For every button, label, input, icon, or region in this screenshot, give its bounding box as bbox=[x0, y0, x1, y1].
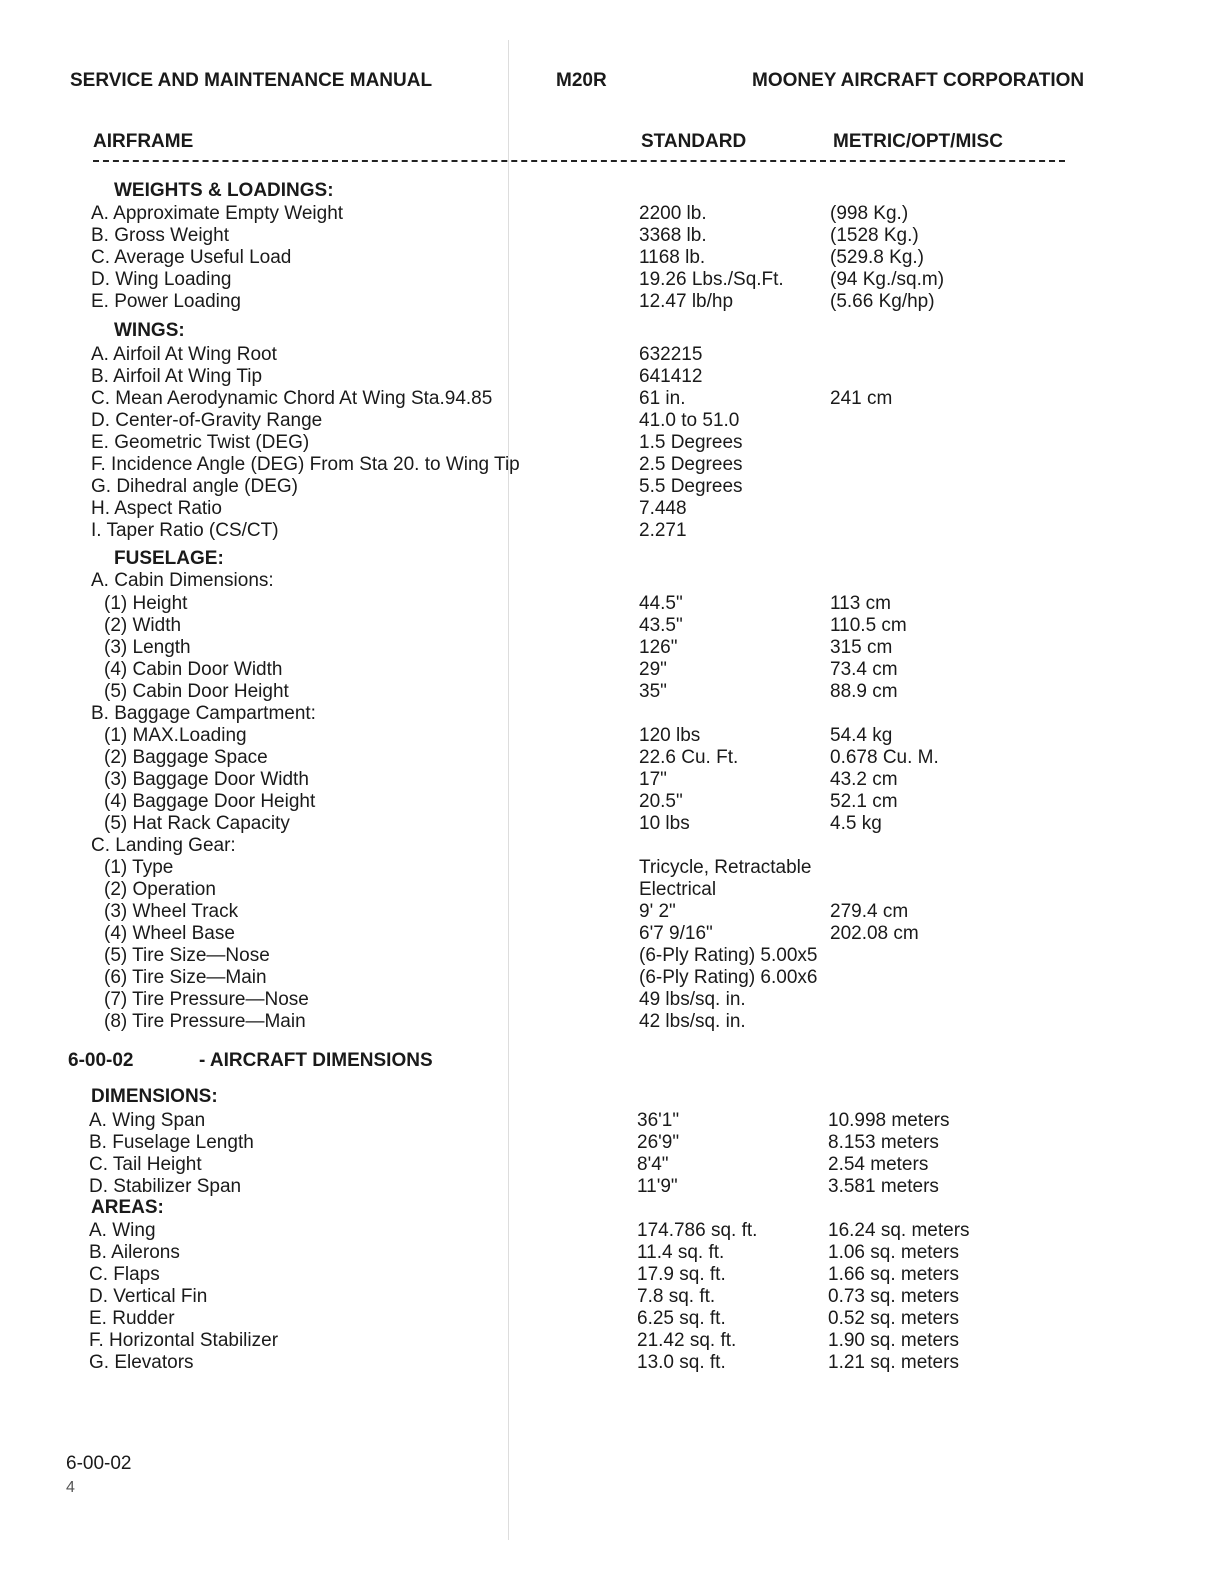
row-label: B. Fuselage Length bbox=[89, 1132, 254, 1153]
row-standard: 11'9" bbox=[637, 1176, 678, 1197]
section-fuselage: FUSELAGE: bbox=[114, 548, 224, 569]
row-standard: 9' 2" bbox=[639, 901, 676, 922]
row-standard: 641412 bbox=[639, 366, 703, 387]
row-label: (2) Baggage Space bbox=[104, 747, 268, 768]
column-standard: STANDARD bbox=[641, 131, 747, 152]
row-standard: 632215 bbox=[639, 344, 703, 365]
row-label: E. Power Loading bbox=[91, 291, 241, 312]
row-standard: 29" bbox=[639, 659, 667, 680]
row-label: (4) Baggage Door Height bbox=[104, 791, 316, 812]
row-standard: 19.26 Lbs./Sq.Ft. bbox=[639, 269, 784, 290]
row-label: A. Approximate Empty Weight bbox=[91, 203, 344, 224]
row-label: (6) Tire Size—Main bbox=[104, 967, 267, 988]
row-standard: 174.786 sq. ft. bbox=[637, 1220, 758, 1241]
row-standard: 7.448 bbox=[639, 498, 687, 519]
row-label: A. Wing bbox=[89, 1220, 156, 1241]
row-label: (1) MAX.Loading bbox=[104, 725, 247, 746]
row-label: D. Center-of-Gravity Range bbox=[91, 410, 323, 431]
row-metric: 43.2 cm bbox=[830, 769, 898, 790]
row-metric: 241 cm bbox=[830, 388, 893, 409]
row-metric: 54.4 kg bbox=[830, 725, 893, 746]
row-metric: 10.998 meters bbox=[828, 1110, 950, 1131]
row-standard: 22.6 Cu. Ft. bbox=[639, 747, 739, 768]
section-weights: WEIGHTS & LOADINGS: bbox=[114, 180, 334, 201]
row-metric: 1.66 sq. meters bbox=[828, 1264, 959, 1285]
row-metric: (94 Kg./sq.m) bbox=[830, 269, 945, 290]
row-metric: 4.5 kg bbox=[830, 813, 882, 834]
row-standard: 61 in. bbox=[639, 388, 686, 409]
row-label: (3) Baggage Door Width bbox=[104, 769, 309, 790]
dashed-divider bbox=[93, 160, 1065, 162]
row-label: (3) Length bbox=[104, 637, 191, 658]
row-metric: 113 cm bbox=[830, 593, 891, 614]
row-label: D. Vertical Fin bbox=[89, 1286, 208, 1307]
row-label: C. Tail Height bbox=[89, 1154, 202, 1175]
column-airframe: AIRFRAME bbox=[93, 131, 194, 152]
row-standard: Electrical bbox=[639, 879, 717, 900]
row-metric: (5.66 Kg/hp) bbox=[830, 291, 935, 312]
aircraft-dimensions-title: - AIRCRAFT DIMENSIONS bbox=[199, 1050, 433, 1071]
row-metric: 3.581 meters bbox=[828, 1176, 939, 1197]
footer-page-number: 4 bbox=[66, 1479, 75, 1496]
row-label: A. Wing Span bbox=[89, 1110, 206, 1131]
row-label: (1) Height bbox=[104, 593, 188, 614]
row-metric: 279.4 cm bbox=[830, 901, 909, 922]
row-label: (4) Wheel Base bbox=[104, 923, 235, 944]
row-label: C. Mean Aerodynamic Chord At Wing Sta.94.85 bbox=[91, 388, 493, 409]
row-label: D. Stabilizer Span bbox=[89, 1176, 242, 1197]
row-label: E. Geometric Twist (DEG) bbox=[91, 432, 310, 453]
row-metric: 315 cm bbox=[830, 637, 893, 658]
row-metric: 0.678 Cu. M. bbox=[830, 747, 939, 768]
header-right: MOONEY AIRCRAFT CORPORATION bbox=[752, 70, 1085, 91]
row-label: G. Dihedral angle (DEG) bbox=[91, 476, 298, 497]
row-metric: 1.90 sq. meters bbox=[828, 1330, 959, 1351]
row-standard: 6.25 sq. ft. bbox=[637, 1308, 726, 1329]
row-standard: 2.5 Degrees bbox=[639, 454, 743, 475]
row-standard: 42 lbs/sq. in. bbox=[639, 1011, 746, 1032]
row-standard: 6'7 9/16" bbox=[639, 923, 713, 944]
row-standard: 2200 lb. bbox=[639, 203, 707, 224]
column-metric: METRIC/OPT/MISC bbox=[833, 131, 1003, 152]
row-standard: 120 lbs bbox=[639, 725, 701, 746]
header-left: SERVICE AND MAINTENANCE MANUAL bbox=[70, 70, 433, 91]
row-label: G. Elevators bbox=[89, 1352, 194, 1373]
row-metric: 0.52 sq. meters bbox=[828, 1308, 959, 1329]
row-metric: (998 Kg.) bbox=[830, 203, 909, 224]
row-label: (2) Operation bbox=[104, 879, 216, 900]
row-standard: 36'1" bbox=[637, 1110, 680, 1131]
row-metric: 202.08 cm bbox=[830, 923, 919, 944]
row-metric: 16.24 sq. meters bbox=[828, 1220, 970, 1241]
row-standard: 126" bbox=[639, 637, 678, 658]
row-standard: 1.5 Degrees bbox=[639, 432, 743, 453]
row-metric: 88.9 cm bbox=[830, 681, 898, 702]
row-label: (5) Cabin Door Height bbox=[104, 681, 289, 702]
row-standard: 35" bbox=[639, 681, 667, 702]
row-label: B. Baggage Campartment: bbox=[91, 703, 316, 724]
row-standard: 2.271 bbox=[639, 520, 687, 541]
row-label: A. Airfoil At Wing Root bbox=[91, 344, 277, 365]
row-standard: 1168 lb. bbox=[639, 247, 706, 268]
row-standard: 13.0 sq. ft. bbox=[637, 1352, 726, 1373]
row-standard: 8'4" bbox=[637, 1154, 669, 1175]
section-wings: WINGS: bbox=[114, 320, 185, 341]
row-label: I. Taper Ratio (CS/CT) bbox=[91, 520, 279, 541]
row-standard: 17" bbox=[639, 769, 667, 790]
row-label: F. Horizontal Stabilizer bbox=[89, 1330, 279, 1351]
row-label: B. Airfoil At Wing Tip bbox=[91, 366, 263, 387]
row-standard: 41.0 to 51.0 bbox=[639, 410, 740, 431]
row-standard: 26'9" bbox=[637, 1132, 680, 1153]
row-metric: (529.8 Kg.) bbox=[830, 247, 924, 268]
row-metric: 1.06 sq. meters bbox=[828, 1242, 959, 1263]
row-label: E. Rudder bbox=[89, 1308, 175, 1329]
row-standard: (6-Ply Rating) 6.00x6 bbox=[639, 967, 818, 988]
row-standard: 20.5" bbox=[639, 791, 683, 812]
row-label: D. Wing Loading bbox=[91, 269, 232, 290]
row-metric: 8.153 meters bbox=[828, 1132, 939, 1153]
row-metric: 52.1 cm bbox=[830, 791, 898, 812]
row-metric: 0.73 sq. meters bbox=[828, 1286, 959, 1307]
row-metric: 110.5 cm bbox=[830, 615, 907, 636]
row-label: (2) Width bbox=[104, 615, 182, 636]
row-metric: 73.4 cm bbox=[830, 659, 898, 680]
row-standard: 11.4 sq. ft. bbox=[637, 1242, 725, 1263]
row-label: (1) Type bbox=[104, 857, 174, 878]
row-label: B. Ailerons bbox=[89, 1242, 180, 1263]
row-label: C. Landing Gear: bbox=[91, 835, 236, 856]
row-label: (5) Hat Rack Capacity bbox=[104, 813, 290, 834]
row-standard: 17.9 sq. ft. bbox=[637, 1264, 726, 1285]
row-label: A. Cabin Dimensions: bbox=[91, 570, 274, 591]
row-label: (5) Tire Size—Nose bbox=[104, 945, 270, 966]
row-label: F. Incidence Angle (DEG) From Sta 20. to Wing Tip bbox=[91, 454, 520, 475]
row-label: (4) Cabin Door Width bbox=[104, 659, 283, 680]
row-standard: 3368 lb. bbox=[639, 225, 707, 246]
row-standard: (6-Ply Rating) 5.00x5 bbox=[639, 945, 818, 966]
scan-artifact-line bbox=[508, 40, 509, 1540]
row-label: (8) Tire Pressure—Main bbox=[104, 1011, 306, 1032]
section-areas: AREAS: bbox=[91, 1197, 164, 1218]
row-standard: 10 lbs bbox=[639, 813, 690, 834]
row-metric: (1528 Kg.) bbox=[830, 225, 919, 246]
section-dimensions: DIMENSIONS: bbox=[91, 1086, 218, 1107]
row-standard: 7.8 sq. ft. bbox=[637, 1286, 716, 1307]
row-standard: Tricycle, Retractable bbox=[639, 857, 812, 878]
row-standard: 21.42 sq. ft. bbox=[637, 1330, 737, 1351]
aircraft-dimensions-code: 6-00-02 bbox=[68, 1050, 134, 1071]
header-model: M20R bbox=[556, 70, 607, 91]
row-standard: 12.47 lb/hp bbox=[639, 291, 734, 312]
row-standard: 49 lbs/sq. in. bbox=[639, 989, 746, 1010]
row-label: B. Gross Weight bbox=[91, 225, 229, 246]
row-standard: 43.5" bbox=[639, 615, 683, 636]
row-label: H. Aspect Ratio bbox=[91, 498, 222, 519]
row-standard: 44.5" bbox=[639, 593, 683, 614]
row-standard: 5.5 Degrees bbox=[639, 476, 743, 497]
row-metric: 1.21 sq. meters bbox=[828, 1352, 959, 1373]
row-label: C. Average Useful Load bbox=[91, 247, 292, 268]
row-label: (3) Wheel Track bbox=[104, 901, 239, 922]
row-label: (7) Tire Pressure—Nose bbox=[104, 989, 309, 1010]
footer-code: 6-00-02 bbox=[66, 1453, 132, 1474]
row-metric: 2.54 meters bbox=[828, 1154, 929, 1175]
row-label: C. Flaps bbox=[89, 1264, 160, 1285]
